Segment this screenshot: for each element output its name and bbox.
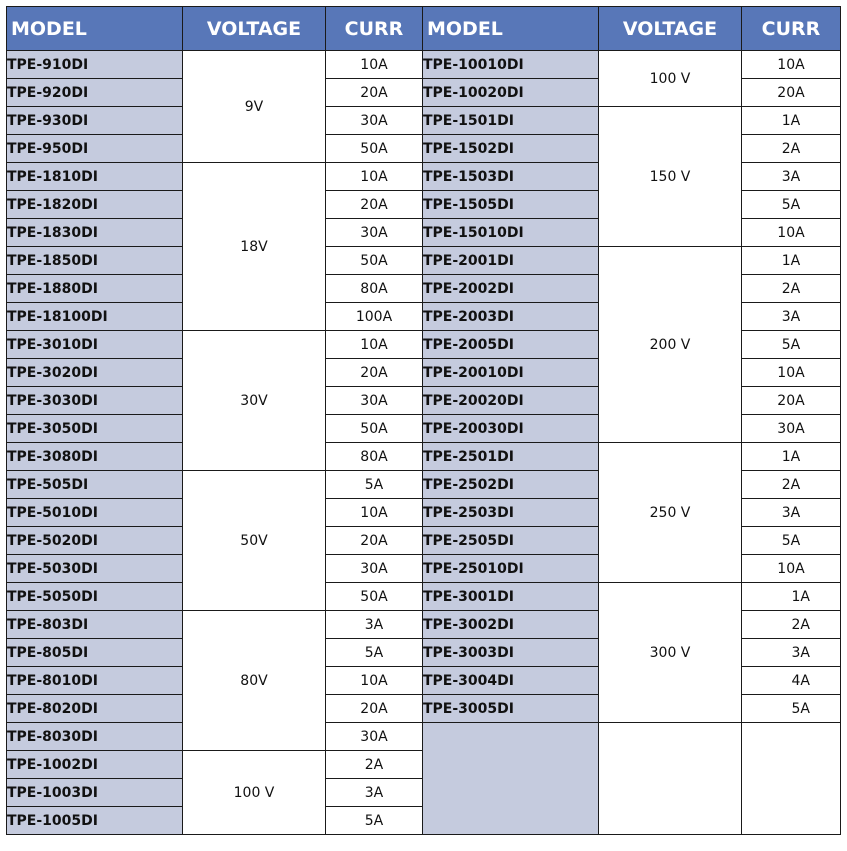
current-cell: 20A bbox=[326, 527, 423, 555]
current-cell: 3A bbox=[326, 611, 423, 639]
current-cell: 50A bbox=[326, 415, 423, 443]
table-body bbox=[7, 51, 841, 835]
current-cell: 3A bbox=[742, 163, 841, 191]
table-row bbox=[7, 723, 841, 751]
current-cell: 2A bbox=[742, 611, 841, 639]
header-row bbox=[7, 7, 841, 51]
model-cell: TPE-930DI bbox=[7, 107, 183, 135]
model-cell: TPE-803DI bbox=[7, 611, 183, 639]
model-cell: TPE-2003DI bbox=[423, 303, 599, 331]
model-cell: TPE-1850DI bbox=[7, 247, 183, 275]
current-cell: 2A bbox=[742, 471, 841, 499]
model-cell: TPE-2505DI bbox=[423, 527, 599, 555]
current-cell: 80A bbox=[326, 275, 423, 303]
current-cell: 30A bbox=[326, 555, 423, 583]
model-cell: TPE-1503DI bbox=[423, 163, 599, 191]
current-cell: 1A bbox=[742, 107, 841, 135]
model-cell: TPE-3010DI bbox=[7, 331, 183, 359]
model-cell: TPE-1002DI bbox=[7, 751, 183, 779]
model-cell: TPE-3002DI bbox=[423, 611, 599, 639]
current-cell: 100A bbox=[326, 303, 423, 331]
model-cell: TPE-10010DI bbox=[423, 51, 599, 79]
current-cell: 50A bbox=[326, 135, 423, 163]
model-cell: TPE-15010DI bbox=[423, 219, 599, 247]
model-cell: TPE-8020DI bbox=[7, 695, 183, 723]
current-cell: 20A bbox=[742, 387, 841, 415]
model-cell: TPE-20010DI bbox=[423, 359, 599, 387]
current-cell: 20A bbox=[742, 79, 841, 107]
current-cell: 3A bbox=[742, 303, 841, 331]
model-cell: TPE-1820DI bbox=[7, 191, 183, 219]
current-cell: 3A bbox=[742, 639, 841, 667]
model-cell: TPE-1003DI bbox=[7, 779, 183, 807]
voltage-cell: 80V bbox=[183, 611, 326, 751]
model-cell: TPE-910DI bbox=[7, 51, 183, 79]
current-cell: 20A bbox=[326, 79, 423, 107]
current-cell: 5A bbox=[326, 639, 423, 667]
current-cell: 10A bbox=[742, 51, 841, 79]
header-model-right: MODEL bbox=[423, 7, 599, 51]
voltage-cell: 100 V bbox=[599, 51, 742, 107]
current-cell: 5A bbox=[742, 695, 841, 723]
header-curr-left: CURR bbox=[326, 7, 423, 51]
current-cell: 20A bbox=[326, 359, 423, 387]
model-cell: TPE-1501DI bbox=[423, 107, 599, 135]
voltage-cell: 100 V bbox=[183, 751, 326, 835]
current-cell: 10A bbox=[742, 359, 841, 387]
current-cell: 10A bbox=[742, 219, 841, 247]
voltage-cell: 50V bbox=[183, 471, 326, 611]
current-cell: 30A bbox=[326, 219, 423, 247]
table-row bbox=[7, 51, 841, 79]
current-cell: 5A bbox=[742, 331, 841, 359]
model-cell: TPE-1830DI bbox=[7, 219, 183, 247]
current-cell: 3A bbox=[326, 779, 423, 807]
current-cell: 10A bbox=[326, 51, 423, 79]
current-cell: 2A bbox=[742, 275, 841, 303]
model-cell: TPE-3080DI bbox=[7, 443, 183, 471]
model-cell: TPE-2501DI bbox=[423, 443, 599, 471]
model-cell: TPE-2503DI bbox=[423, 499, 599, 527]
table-row bbox=[7, 443, 841, 471]
model-cell: TPE-1005DI bbox=[7, 807, 183, 835]
model-cell: TPE-5030DI bbox=[7, 555, 183, 583]
header-model-left: MODEL bbox=[7, 7, 183, 51]
model-cell: TPE-5050DI bbox=[7, 583, 183, 611]
model-cell: TPE-8030DI bbox=[7, 723, 183, 751]
model-cell: TPE-8010DI bbox=[7, 667, 183, 695]
voltage-cell: 150 V bbox=[599, 107, 742, 247]
current-cell: 20A bbox=[326, 695, 423, 723]
current-cell: 1A bbox=[742, 583, 841, 611]
model-cell: TPE-3003DI bbox=[423, 639, 599, 667]
current-cell: 80A bbox=[326, 443, 423, 471]
current-cell: 2A bbox=[742, 135, 841, 163]
header-voltage-right: VOLTAGE bbox=[599, 7, 742, 51]
voltage-cell: 250 V bbox=[599, 443, 742, 583]
current-cell: 5A bbox=[326, 471, 423, 499]
current-cell: 10A bbox=[742, 555, 841, 583]
model-cell: TPE-3005DI bbox=[423, 695, 599, 723]
current-cell: 30A bbox=[326, 723, 423, 751]
model-cell: TPE-1502DI bbox=[423, 135, 599, 163]
current-cell: 20A bbox=[326, 191, 423, 219]
model-cell: TPE-20030DI bbox=[423, 415, 599, 443]
empty-model-cell bbox=[423, 723, 599, 835]
model-cell: TPE-505DI bbox=[7, 471, 183, 499]
model-cell: TPE-2001DI bbox=[423, 247, 599, 275]
model-cell: TPE-10020DI bbox=[423, 79, 599, 107]
current-cell: 3A bbox=[742, 499, 841, 527]
model-cell: TPE-20020DI bbox=[423, 387, 599, 415]
model-cell: TPE-950DI bbox=[7, 135, 183, 163]
header-curr-right: CURR bbox=[742, 7, 841, 51]
current-cell: 1A bbox=[742, 443, 841, 471]
voltage-cell: 300 V bbox=[599, 583, 742, 723]
voltage-cell: 18V bbox=[183, 163, 326, 331]
current-cell: 5A bbox=[326, 807, 423, 835]
model-cell: TPE-2502DI bbox=[423, 471, 599, 499]
model-cell: TPE-1505DI bbox=[423, 191, 599, 219]
voltage-cell: 30V bbox=[183, 331, 326, 471]
model-cell: TPE-5010DI bbox=[7, 499, 183, 527]
model-cell: TPE-3001DI bbox=[423, 583, 599, 611]
table-row bbox=[7, 107, 841, 135]
current-cell: 10A bbox=[326, 331, 423, 359]
model-cell: TPE-2002DI bbox=[423, 275, 599, 303]
voltage-cell: 200 V bbox=[599, 247, 742, 443]
model-cell: TPE-1880DI bbox=[7, 275, 183, 303]
current-cell: 4A bbox=[742, 667, 841, 695]
current-cell: 30A bbox=[326, 107, 423, 135]
model-cell: TPE-1810DI bbox=[7, 163, 183, 191]
model-cell: TPE-3030DI bbox=[7, 387, 183, 415]
table-row bbox=[7, 247, 841, 275]
current-cell: 10A bbox=[326, 499, 423, 527]
current-cell: 10A bbox=[326, 667, 423, 695]
current-cell: 50A bbox=[326, 583, 423, 611]
current-cell: 5A bbox=[742, 527, 841, 555]
current-cell: 50A bbox=[326, 247, 423, 275]
empty-voltage-cell bbox=[599, 723, 742, 835]
model-cell: TPE-2005DI bbox=[423, 331, 599, 359]
voltage-cell: 9V bbox=[183, 51, 326, 163]
header-voltage-left: VOLTAGE bbox=[183, 7, 326, 51]
current-cell: 10A bbox=[326, 163, 423, 191]
model-cell: TPE-18100DI bbox=[7, 303, 183, 331]
model-cell: TPE-805DI bbox=[7, 639, 183, 667]
current-cell: 5A bbox=[742, 191, 841, 219]
current-cell: 30A bbox=[326, 387, 423, 415]
model-cell: TPE-5020DI bbox=[7, 527, 183, 555]
table-row bbox=[7, 583, 841, 611]
model-cell: TPE-3020DI bbox=[7, 359, 183, 387]
current-cell: 30A bbox=[742, 415, 841, 443]
current-cell: 2A bbox=[326, 751, 423, 779]
model-cell: TPE-3050DI bbox=[7, 415, 183, 443]
model-cell: TPE-3004DI bbox=[423, 667, 599, 695]
empty-current-cell bbox=[742, 723, 841, 835]
model-cell: TPE-920DI bbox=[7, 79, 183, 107]
current-cell: 1A bbox=[742, 247, 841, 275]
model-spec-table bbox=[6, 6, 841, 835]
model-cell: TPE-25010DI bbox=[423, 555, 599, 583]
